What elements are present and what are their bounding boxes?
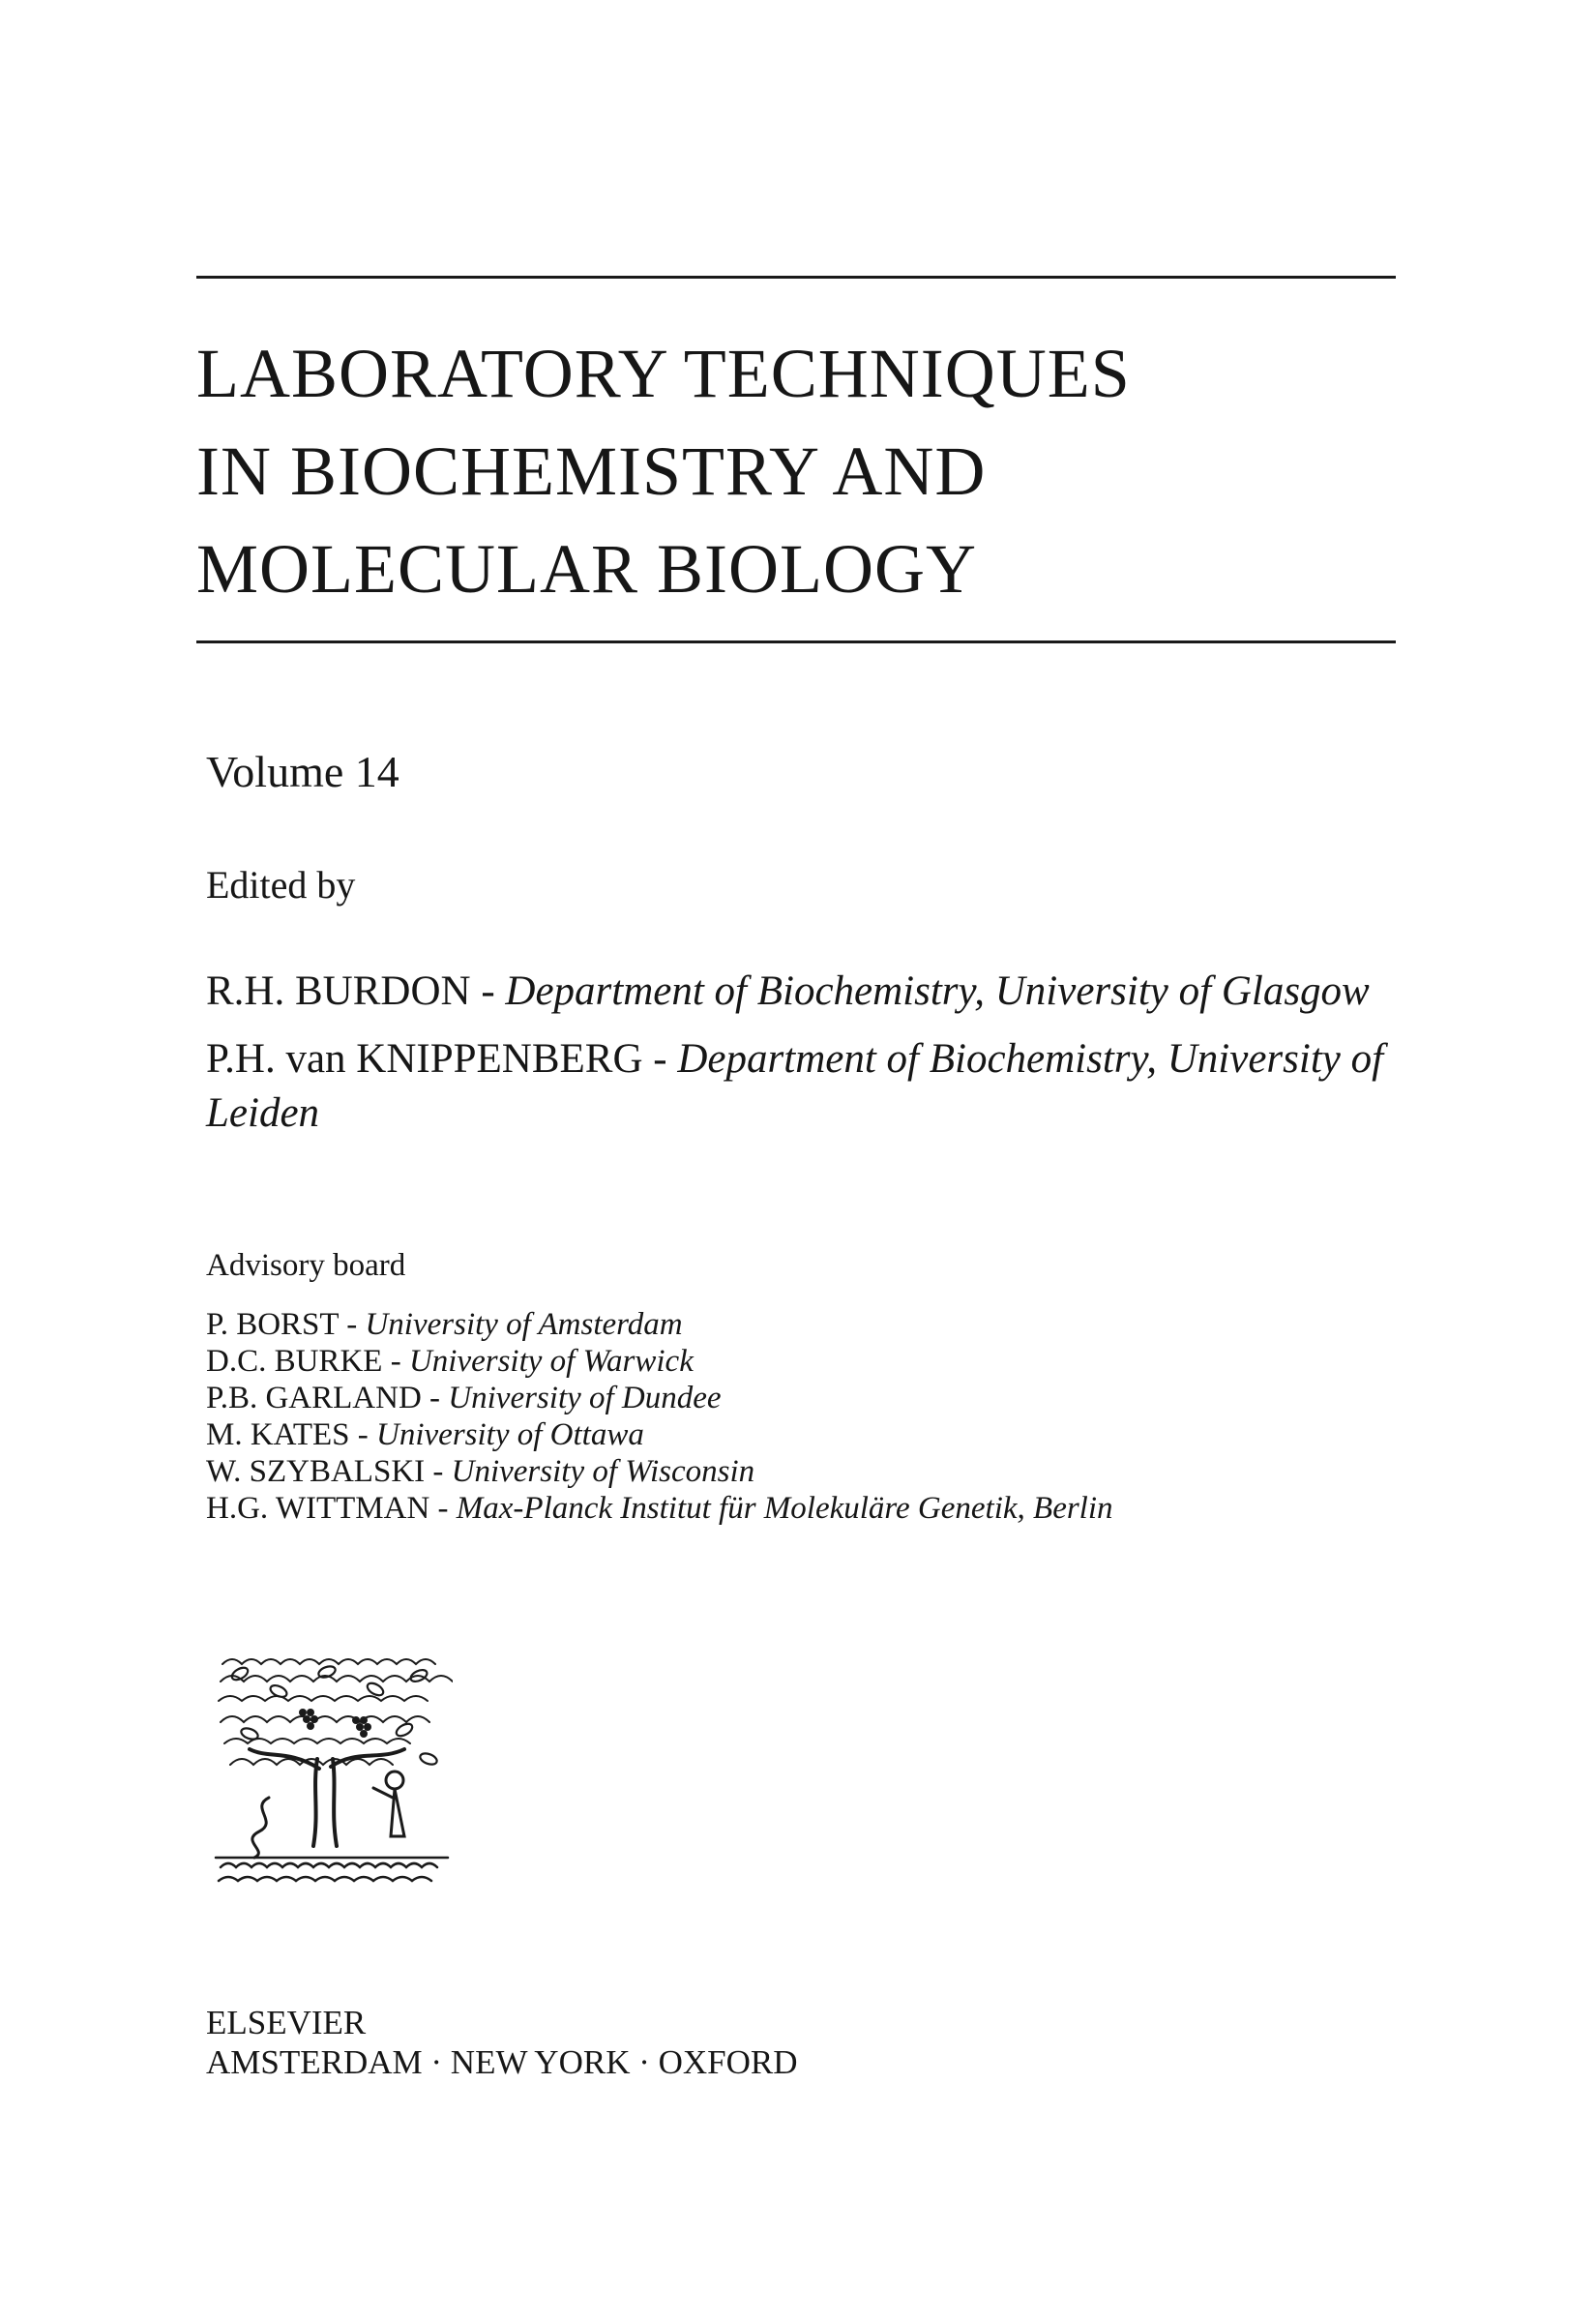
title-line-3: MOLECULAR BIOLOGY: [196, 530, 977, 608]
board-member: [206, 1453, 1405, 1490]
board-member: [206, 1416, 1405, 1453]
volume-number: Volume 14: [206, 747, 399, 796]
member-affiliation: University of Warwick: [408, 1344, 694, 1379]
title-line-1: LABORATORY TECHNIQUES: [196, 335, 1131, 412]
bottom-rule: [196, 640, 1396, 643]
edited-by-label: Edited by: [206, 863, 356, 907]
member-separator: -: [425, 1454, 452, 1489]
book-title: [196, 325, 1415, 618]
editor-entry: [206, 1032, 1405, 1141]
member-name: H.G. WITTMAN: [206, 1491, 430, 1526]
member-name: M. KATES: [206, 1417, 350, 1452]
board-member: [206, 1490, 1405, 1527]
publisher-imprint: [206, 2003, 798, 2082]
member-affiliation: University of Ottawa: [376, 1417, 644, 1452]
board-member: [206, 1343, 1405, 1380]
board-member: [206, 1380, 1405, 1416]
member-affiliation: Max-Planck Institut für Molekuläre Genetik, Berlin: [456, 1491, 1113, 1526]
member-separator: -: [338, 1307, 366, 1342]
advisory-board-list: [206, 1306, 1405, 1527]
advisory-board-label: Advisory board: [206, 1248, 406, 1283]
member-name: D.C. BURKE: [206, 1344, 383, 1379]
elsevier-tree-logo-icon: [211, 1652, 453, 1892]
member-affiliation: University of Wisconsin: [451, 1454, 755, 1489]
editor-name: R.H. BURDON: [206, 968, 471, 1014]
top-rule: [196, 276, 1396, 279]
editor-affiliation: Department of Biochemistry, University of Glasgow: [505, 968, 1370, 1014]
member-name: P. BORST: [206, 1307, 339, 1342]
member-separator: -: [421, 1381, 449, 1415]
member-affiliation: University of Dundee: [448, 1381, 722, 1415]
editors-list: [206, 965, 1405, 1154]
editor-separator: -: [470, 968, 506, 1014]
editor-entry: [206, 965, 1405, 1019]
member-separator: -: [429, 1491, 457, 1526]
editor-affiliation: Department of Biochemistry, University of Leiden: [206, 1036, 1384, 1136]
publisher-name: ELSEVIER: [206, 2004, 367, 2041]
publisher-cities: AMSTERDAM · NEW YORK · OXFORD: [206, 2043, 798, 2081]
board-member: [206, 1306, 1405, 1343]
title-line-2: IN BIOCHEMISTRY AND: [196, 432, 987, 510]
member-affiliation: University of Amsterdam: [365, 1307, 683, 1342]
member-separator: -: [349, 1417, 377, 1452]
member-name: W. SZYBALSKI: [206, 1454, 426, 1489]
member-name: P.B. GARLAND: [206, 1381, 422, 1415]
member-separator: -: [382, 1344, 409, 1379]
editor-separator: -: [642, 1036, 678, 1082]
editor-name: P.H. van KNIPPENBERG: [206, 1036, 643, 1082]
